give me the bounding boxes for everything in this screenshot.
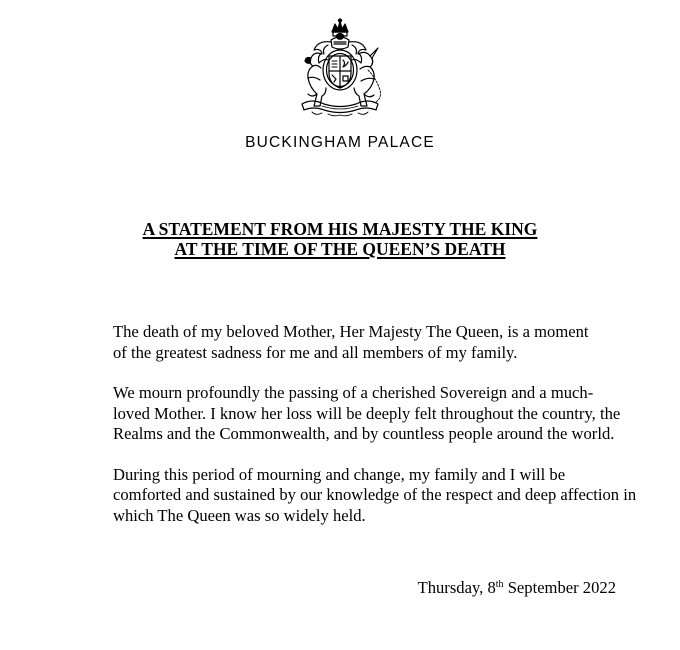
date-month-year: September 2022: [503, 578, 616, 597]
paragraph-line: During this period of mourning and change, my family and I will be: [113, 464, 566, 484]
paragraph-1: [65, 322, 617, 363]
heading-line-1: A STATEMENT FROM HIS MAJESTY THE KING: [142, 219, 538, 239]
statement-body: [65, 322, 637, 546]
paragraph-line: We mourn profoundly the passing of a cherished Sovereign and a much-: [113, 383, 594, 402]
statement-heading: [0, 219, 680, 259]
paragraph-line: The death of my beloved Mother, Her Majesty The Queen, is a moment: [113, 322, 589, 341]
statement-date: [418, 578, 616, 598]
paragraph-3: [65, 464, 637, 527]
royal-coat-of-arms-icon: [284, 18, 396, 118]
paragraph-line: of the greatest sadness for me and all members of my family.: [113, 342, 518, 362]
paragraph-line: Realms and the Commonwealth, and by countless people around the world.: [113, 424, 615, 443]
letterhead-title: BUCKINGHAM PALACE: [245, 134, 435, 151]
paragraph-line: loved Mother. I know her loss will be deeply felt throughout the country, the: [113, 403, 621, 423]
heading-line-2: AT THE TIME OF THE QUEEN’S DEATH: [174, 239, 506, 259]
paragraph-2: [65, 383, 621, 445]
date-weekday-day: Thursday, 8: [417, 578, 496, 597]
paragraph-line: comforted and sustained by our knowledge of the respect and deep affection in: [113, 485, 637, 504]
paragraph-line: which The Queen was so widely held.: [113, 505, 366, 525]
date-ordinal-suffix: th: [495, 579, 504, 590]
